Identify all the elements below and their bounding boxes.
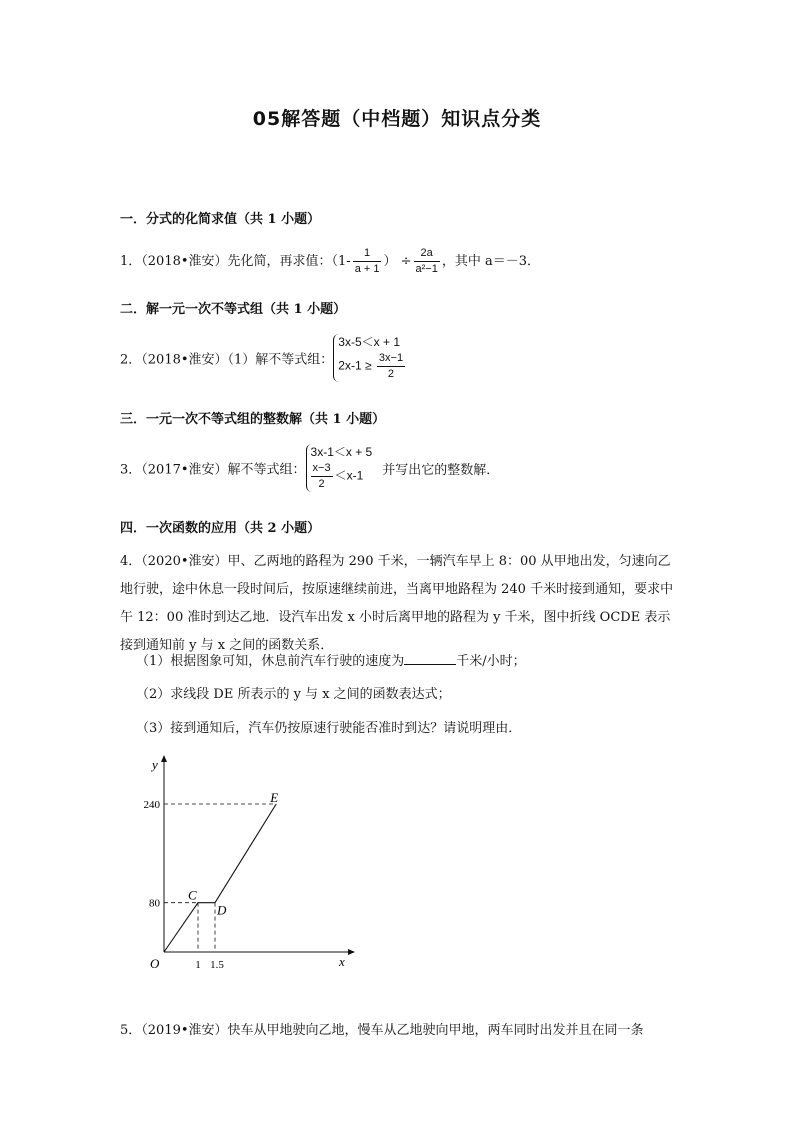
- system-3-fraction: [311, 461, 333, 492]
- fraction-2-denominator: a²−1: [415, 263, 438, 275]
- answer-blank: [404, 650, 456, 665]
- inequality-system-2: [333, 334, 407, 382]
- problem-2-prefix: 2．（2018•淮安）（1）解不等式组：: [120, 352, 334, 368]
- problem-1-mid: ） ÷: [383, 254, 412, 269]
- problem-2: [120, 334, 407, 382]
- point-label-e: E: [270, 790, 279, 805]
- system-3-line-2: [311, 461, 373, 492]
- system-2-fraction-denominator: 2: [387, 368, 395, 380]
- problem-1: [120, 246, 540, 277]
- question-1-unit: 千米/小时；: [456, 654, 526, 669]
- system-3-fraction-denominator: 2: [318, 478, 325, 490]
- guide-lines: [164, 804, 276, 952]
- page-title: 05解答题（中档题）知识点分类: [252, 108, 542, 130]
- section-heading-1: 一．分式的化简求值（共 1 小题）: [120, 212, 321, 227]
- problem-5-text: 5．（2019•淮安）快车从甲地驶向乙地，慢车从乙地驶向甲地，两车同时出发并且在同一条: [120, 1023, 644, 1038]
- point-label-d: D: [217, 902, 227, 918]
- problem-4-question-2: （2）求线段 DE 所表示的 y 与 x 之间的函数表达式；: [136, 687, 451, 702]
- line-ocde: [164, 804, 276, 952]
- system-2-line-1: 3x-5＜x + 1: [338, 335, 400, 349]
- y-tick-80: 80: [149, 897, 160, 910]
- problem-3-prefix: 3．（2017•淮安）解不等式组：: [120, 462, 306, 478]
- section-heading-2: 二．解一元一次不等式组（共 1 小题）: [120, 302, 347, 317]
- system-2-line-2: [338, 351, 407, 382]
- system-3-line-1: 3x-1＜x + 5: [310, 445, 373, 459]
- fraction-2-numerator: 2a: [414, 246, 440, 262]
- y-tick-240: 240: [143, 799, 160, 811]
- x-axis-label: x: [339, 954, 345, 969]
- system-3-fraction-numerator: x−3: [311, 461, 333, 477]
- x-tick-1-5: 1.5: [210, 959, 224, 971]
- fraction-1: [353, 246, 382, 277]
- system-3-line-2-right: ＜x-1: [334, 468, 364, 483]
- problem-4-question-3: （3）接到通知后，汽车仍按原速行驶能否准时到达？请说明理由．: [136, 721, 522, 736]
- fraction-1-denominator: a + 1: [354, 263, 380, 275]
- section-heading-3: 三．一元一次不等式组的整数解（共 1 小题）: [120, 412, 386, 427]
- y-axis-label: y: [152, 757, 158, 772]
- fraction-2: [414, 246, 440, 277]
- problem-1-prefix: 1．（2018•淮安）先化简，再求值：（1-: [120, 254, 351, 269]
- fraction-1-numerator: 1: [353, 246, 382, 262]
- problem-4-question-1: [136, 650, 526, 669]
- origin-label: O: [150, 956, 160, 971]
- problem-4-text: 4．（2020•淮安）甲、乙两地的路程为 290 千米，一辆汽车早上 8：00 从甲地出发，匀速向乙地行驶，途中休息一段时间后，按原速继续前进，当离甲地路程为 240 千米时接到通知，要求中午 12：00 准时到达乙地．设汽车出发 x 小时后离甲地的路程为 y 千米，图中折线 OCDE 表示接到通知前 y 与 x 之间的函数关系．: [120, 554, 674, 653]
- system-2-line-2-left: 2x-1 ≥: [338, 358, 372, 373]
- question-1-text: （1）根据图象可知，休息前汽车行驶的速度为: [136, 654, 405, 669]
- system-2-fraction-numerator: 3x−1: [377, 351, 405, 367]
- problem-3: [120, 444, 499, 492]
- section-heading-4: 四．一次函数的应用（共 2 小题）: [120, 521, 321, 536]
- x-tick-1: 1: [195, 959, 201, 971]
- function-graph: [130, 752, 370, 977]
- problem-1-suffix: ，其中 a＝－3．: [441, 254, 540, 269]
- inequality-system-3: [306, 444, 373, 492]
- point-label-c: C: [188, 887, 197, 903]
- problem-3-suffix: 并写出它的整数解．: [382, 462, 500, 478]
- system-2-fraction: [377, 351, 405, 382]
